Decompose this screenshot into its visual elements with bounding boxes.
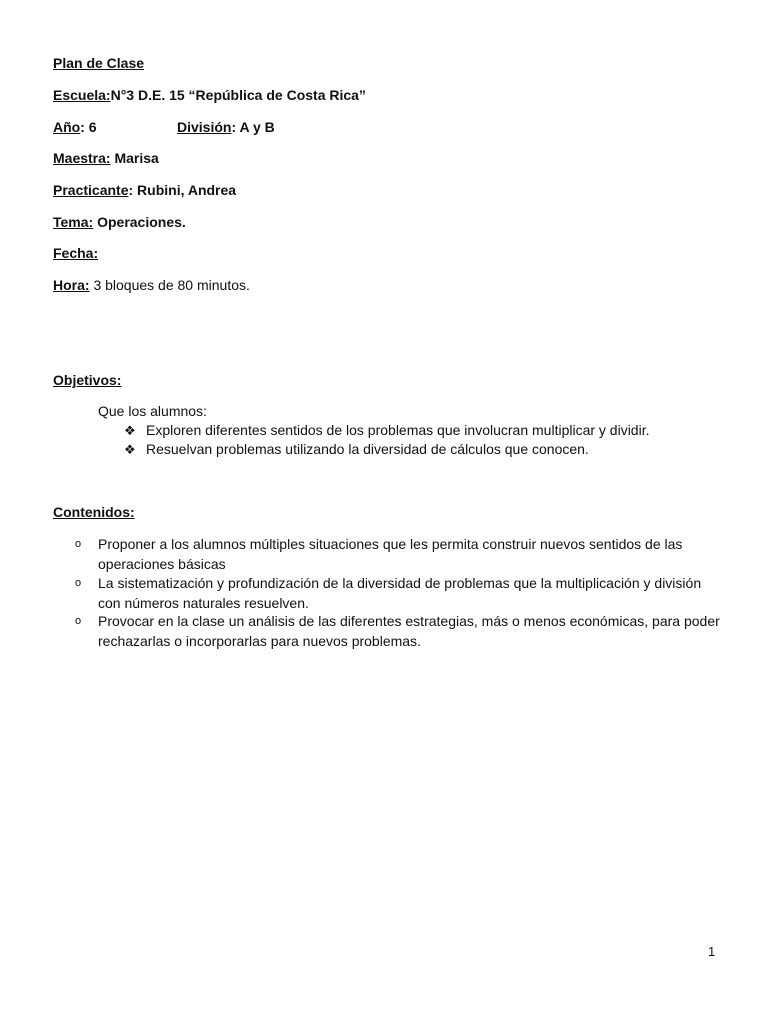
diamond-bullet-icon: ❖ xyxy=(124,442,136,457)
practicante-value: : Rubini, Andrea xyxy=(128,182,237,198)
division-row xyxy=(177,118,275,136)
maestra-row xyxy=(53,149,159,167)
tema-row xyxy=(53,213,186,231)
escuela-row xyxy=(53,86,366,104)
tema-label: Tema: xyxy=(53,214,94,230)
division-label: División xyxy=(177,119,232,135)
escuela-label: Escuela: xyxy=(53,87,111,103)
contenido-line: rechazarlas o incorporarlas para nuevos problemas. xyxy=(98,633,421,649)
maestra-label: Maestra: xyxy=(53,150,111,166)
circle-bullet-icon: o xyxy=(75,615,82,627)
contenidos-heading-text: Contenidos: xyxy=(53,504,135,520)
contenido-line: operaciones básicas xyxy=(98,556,226,572)
title-text: Plan de Clase xyxy=(53,55,145,71)
practicante-label: Practicante xyxy=(53,182,129,198)
page-number: 1 xyxy=(708,944,716,959)
contenido-line: Proponer a los alumnos múltiples situaciones que les permita construir nuevos sentidos de las xyxy=(98,536,683,552)
fecha-row xyxy=(53,244,98,262)
hora-row xyxy=(53,276,250,294)
objetivo-text: Resuelvan problemas utilizando la diversidad de cálculos que conocen. xyxy=(146,441,589,457)
tema-value: Operaciones. xyxy=(93,214,186,230)
division-value: : A y B xyxy=(231,119,275,135)
maestra-value: Marisa xyxy=(110,150,159,166)
contenido-text xyxy=(98,611,728,651)
objetivo-text: Exploren diferentes sentidos de los problemas que involucran multiplicar y dividir. xyxy=(146,422,650,438)
fecha-label: Fecha: xyxy=(53,245,99,261)
anio-value: : 6 xyxy=(80,119,97,135)
contenido-line: Provocar en la clase un análisis de las diferentes estrategias, más o menos económicas, para poder xyxy=(98,613,720,629)
diamond-bullet-icon: ❖ xyxy=(124,423,136,438)
contenido-line: La sistematización y profundización de la diversidad de problemas que la multiplicación y división xyxy=(98,575,702,591)
objetivo-item xyxy=(124,421,649,440)
contenido-line: con números naturales resuelven. xyxy=(98,595,309,611)
anio-label: Año xyxy=(53,119,81,135)
document-title xyxy=(53,54,144,72)
hora-label: Hora: xyxy=(53,277,90,293)
contenidos-heading xyxy=(53,503,135,521)
objetivo-item xyxy=(124,440,589,459)
practicante-row xyxy=(53,181,236,199)
circle-bullet-icon: o xyxy=(75,538,82,550)
circle-bullet-icon: o xyxy=(75,577,82,589)
contenido-text xyxy=(98,534,728,574)
objetivos-heading xyxy=(53,371,121,389)
objetivos-intro: Que los alumnos: xyxy=(98,403,207,419)
objetivos-heading-text: Objetivos: xyxy=(53,372,122,388)
anio-row xyxy=(53,118,97,136)
hora-value: 3 bloques de 80 minutos. xyxy=(89,277,250,293)
contenido-text xyxy=(98,573,728,613)
escuela-value: N°3 D.E. 15 “República de Costa Rica” xyxy=(110,87,366,103)
